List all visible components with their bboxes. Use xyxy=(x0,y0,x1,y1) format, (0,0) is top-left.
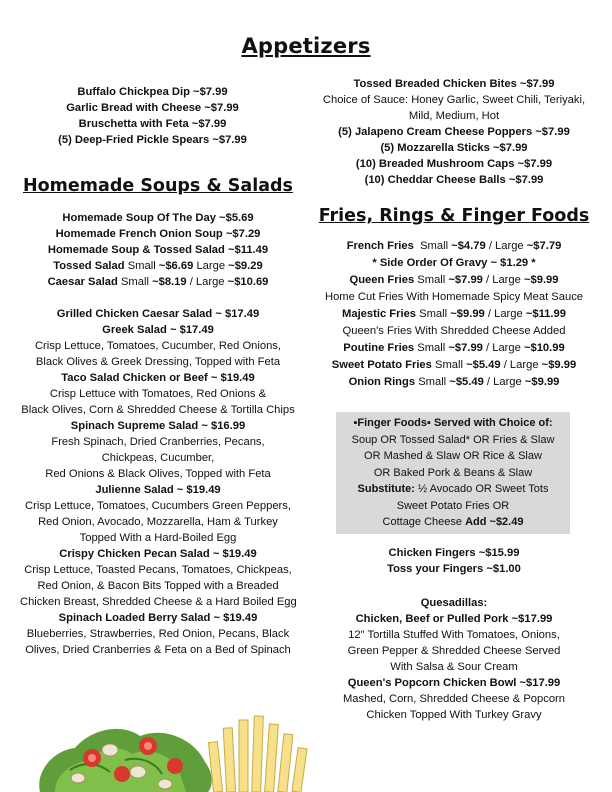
chicken-fingers xyxy=(306,545,602,577)
finger-foods-line: OR Baked Pork & Beans & Slaw xyxy=(373,466,533,479)
item-description: Chickpeas, Cucumber, xyxy=(101,452,215,464)
menu-item-sized: Onion Rings Small ~$5.49 / Large ~$9.99 xyxy=(348,376,560,388)
menu-item: * Side Order Of Gravy ~ $1.29 * xyxy=(372,257,536,269)
menu-item: Spinach Supreme Salad ~ $16.99 xyxy=(70,420,246,432)
menu-item: (5) Mozzarella Sticks ~$7.99 xyxy=(380,142,528,154)
menu-item-sized: Poutine Fries Small ~$7.99 / Large ~$10.99 xyxy=(343,342,565,354)
quesadillas-section xyxy=(306,595,602,723)
menu-item: (10) Breaded Mushroom Caps ~$7.99 xyxy=(355,158,553,170)
menu-item-sized: French Fries Small ~$4.79 / Large ~$7.79 xyxy=(346,240,562,252)
menu-item: Toss your Fingers ~$1.00 xyxy=(387,563,521,575)
menu-item: Homemade Soup & Tossed Salad ~$11.49 xyxy=(47,244,269,256)
fries-illustration xyxy=(205,712,315,792)
finger-foods-line: Cottage Cheese Add ~$2.49 xyxy=(382,516,524,528)
menu-item-sized: Queen Fries Small ~$7.99 / Large ~$9.99 xyxy=(349,274,559,286)
menu-item: Crispy Chicken Pecan Salad ~ $19.49 xyxy=(59,548,257,560)
item-description: Topped With a Hard-Boiled Egg xyxy=(79,532,237,544)
item-description: Red Onion, & Bacon Bits Topped with a Breaded xyxy=(37,580,279,592)
menu-item: (5) Jalapeno Cream Cheese Poppers ~$7.99 xyxy=(338,126,570,138)
finger-foods-line: Substitute: ½ Avocado OR Sweet Tots xyxy=(357,483,549,495)
menu-item-sized: Sweet Potato Fries Small ~$5.49 / Large ~$9.99 xyxy=(331,359,577,371)
item-description: 12" Tortilla Stuffed With Tomatoes, Onions, xyxy=(348,629,560,641)
menu-item: (10) Cheddar Cheese Balls ~$7.99 xyxy=(364,174,544,186)
page-title: Appetizers xyxy=(241,34,371,58)
menu-item: Buffalo Chickpea Dip ~$7.99 xyxy=(77,86,228,98)
menu-item: Spinach Loaded Berry Salad ~ $19.49 xyxy=(58,612,258,624)
finger-foods-line: Sweet Potato Fries OR xyxy=(396,499,510,512)
menu-item: Queen's Popcorn Chicken Bowl ~$17.99 xyxy=(347,677,561,689)
menu-item: Bruschetta with Feta ~$7.99 xyxy=(78,118,227,130)
soups-salads-list xyxy=(20,210,296,658)
menu-item: Julienne Salad ~ $19.49 xyxy=(95,484,221,496)
menu-item: (5) Deep-Fried Pickle Spears ~$7.99 xyxy=(58,134,247,146)
menu-item: Garlic Bread with Cheese ~$7.99 xyxy=(66,102,239,114)
item-description: Crisp Lettuce, Tomatoes, Cucumbers Green Peppers, xyxy=(25,500,291,512)
finger-foods-text xyxy=(336,415,570,531)
item-description: Red Onion, Avocado, Mozzarella, Ham & Turkey xyxy=(38,516,278,528)
soups-salads-title: Homemade Soups & Salads xyxy=(23,176,293,196)
item-description: Green Pepper & Shredded Cheese Served xyxy=(347,645,561,657)
menu-item-sized: Tossed Salad Small ~$6.69 Large ~$9.29 xyxy=(53,260,263,272)
item-description: Black Olives & Greek Dressing, Topped with Feta xyxy=(35,356,281,368)
item-description: Fresh Spinach, Dried Cranberries, Pecans, xyxy=(51,436,265,448)
item-description: Chicken Breast, Shredded Cheese & a Hard Boiled Egg xyxy=(20,596,297,608)
menu-item: Homemade French Onion Soup ~$7.29 xyxy=(55,228,261,240)
finger-foods-line: OR Mashed & Slaw OR Rice & Slaw xyxy=(364,450,542,462)
menu-item-sized: Caesar Salad Small ~$8.19 / Large ~$10.69 xyxy=(47,276,269,288)
menu-item: Tossed Breaded Chicken Bites ~$7.99 xyxy=(353,78,555,90)
item-description: Home Cut Fries With Homemade Spicy Meat Sauce xyxy=(324,291,584,303)
item-description: Crisp Lettuce, Tomatoes, Cucumber, Red Onions, xyxy=(34,340,282,352)
item-description: Olives, Dried Cranberries & Feta on a Bed of Spinach xyxy=(25,644,291,656)
menu-item: Taco Salad Chicken or Beef ~ $19.49 xyxy=(61,372,255,384)
item-description: Blueberries, Strawberries, Red Onion, Pecans, Black xyxy=(26,628,290,640)
item-description: With Salsa & Sour Cream xyxy=(390,661,518,673)
menu-item: Homemade Soup Of The Day ~$5.69 xyxy=(62,212,254,224)
menu-item: Chicken, Beef or Pulled Pork ~$17.99 xyxy=(355,613,553,625)
menu-item-sized: Majestic Fries Small ~$9.99 / Large ~$11.99 xyxy=(342,308,566,320)
menu-item: Greek Salad ~ $17.49 xyxy=(102,324,214,336)
item-description: Choice of Sauce: Honey Garlic, Sweet Chili, Teriyaki, xyxy=(322,94,586,106)
item-description: Crisp Lettuce with Tomatoes, Red Onions & xyxy=(49,388,267,400)
menu-item: Chicken Fingers ~$15.99 xyxy=(388,547,520,559)
menu-item: Grilled Chicken Caesar Salad ~ $17.49 xyxy=(56,308,260,320)
item-description: Queen's Fries With Shredded Cheese Added xyxy=(342,325,566,337)
item-description: Red Onions & Black Olives, Topped with Feta xyxy=(45,468,271,480)
finger-foods-line: Soup OR Tossed Salad* OR Fries & Slaw xyxy=(351,433,555,446)
item-description: Black Olives, Corn & Shredded Cheese & Tortilla Chips xyxy=(21,404,295,416)
fries-title: Fries, Rings & Finger Foods xyxy=(318,206,590,226)
finger-foods-heading: ▪Finger Foods▪ Served with Choice of: xyxy=(353,417,553,429)
item-description: Mashed, Corn, Shredded Cheese & Popcorn xyxy=(342,693,566,705)
appetizers-list xyxy=(20,84,285,148)
appetizers-continued xyxy=(306,76,602,188)
salad-illustration xyxy=(30,700,220,792)
item-description: Chicken Topped With Turkey Gravy xyxy=(366,709,542,721)
quesadillas-title: Quesadillas: xyxy=(420,597,488,609)
fries-list xyxy=(306,238,602,391)
item-description: Mild, Medium, Hot xyxy=(408,110,500,122)
item-description: Crisp Lettuce, Toasted Pecans, Tomatoes, Chickpeas, xyxy=(24,564,292,576)
